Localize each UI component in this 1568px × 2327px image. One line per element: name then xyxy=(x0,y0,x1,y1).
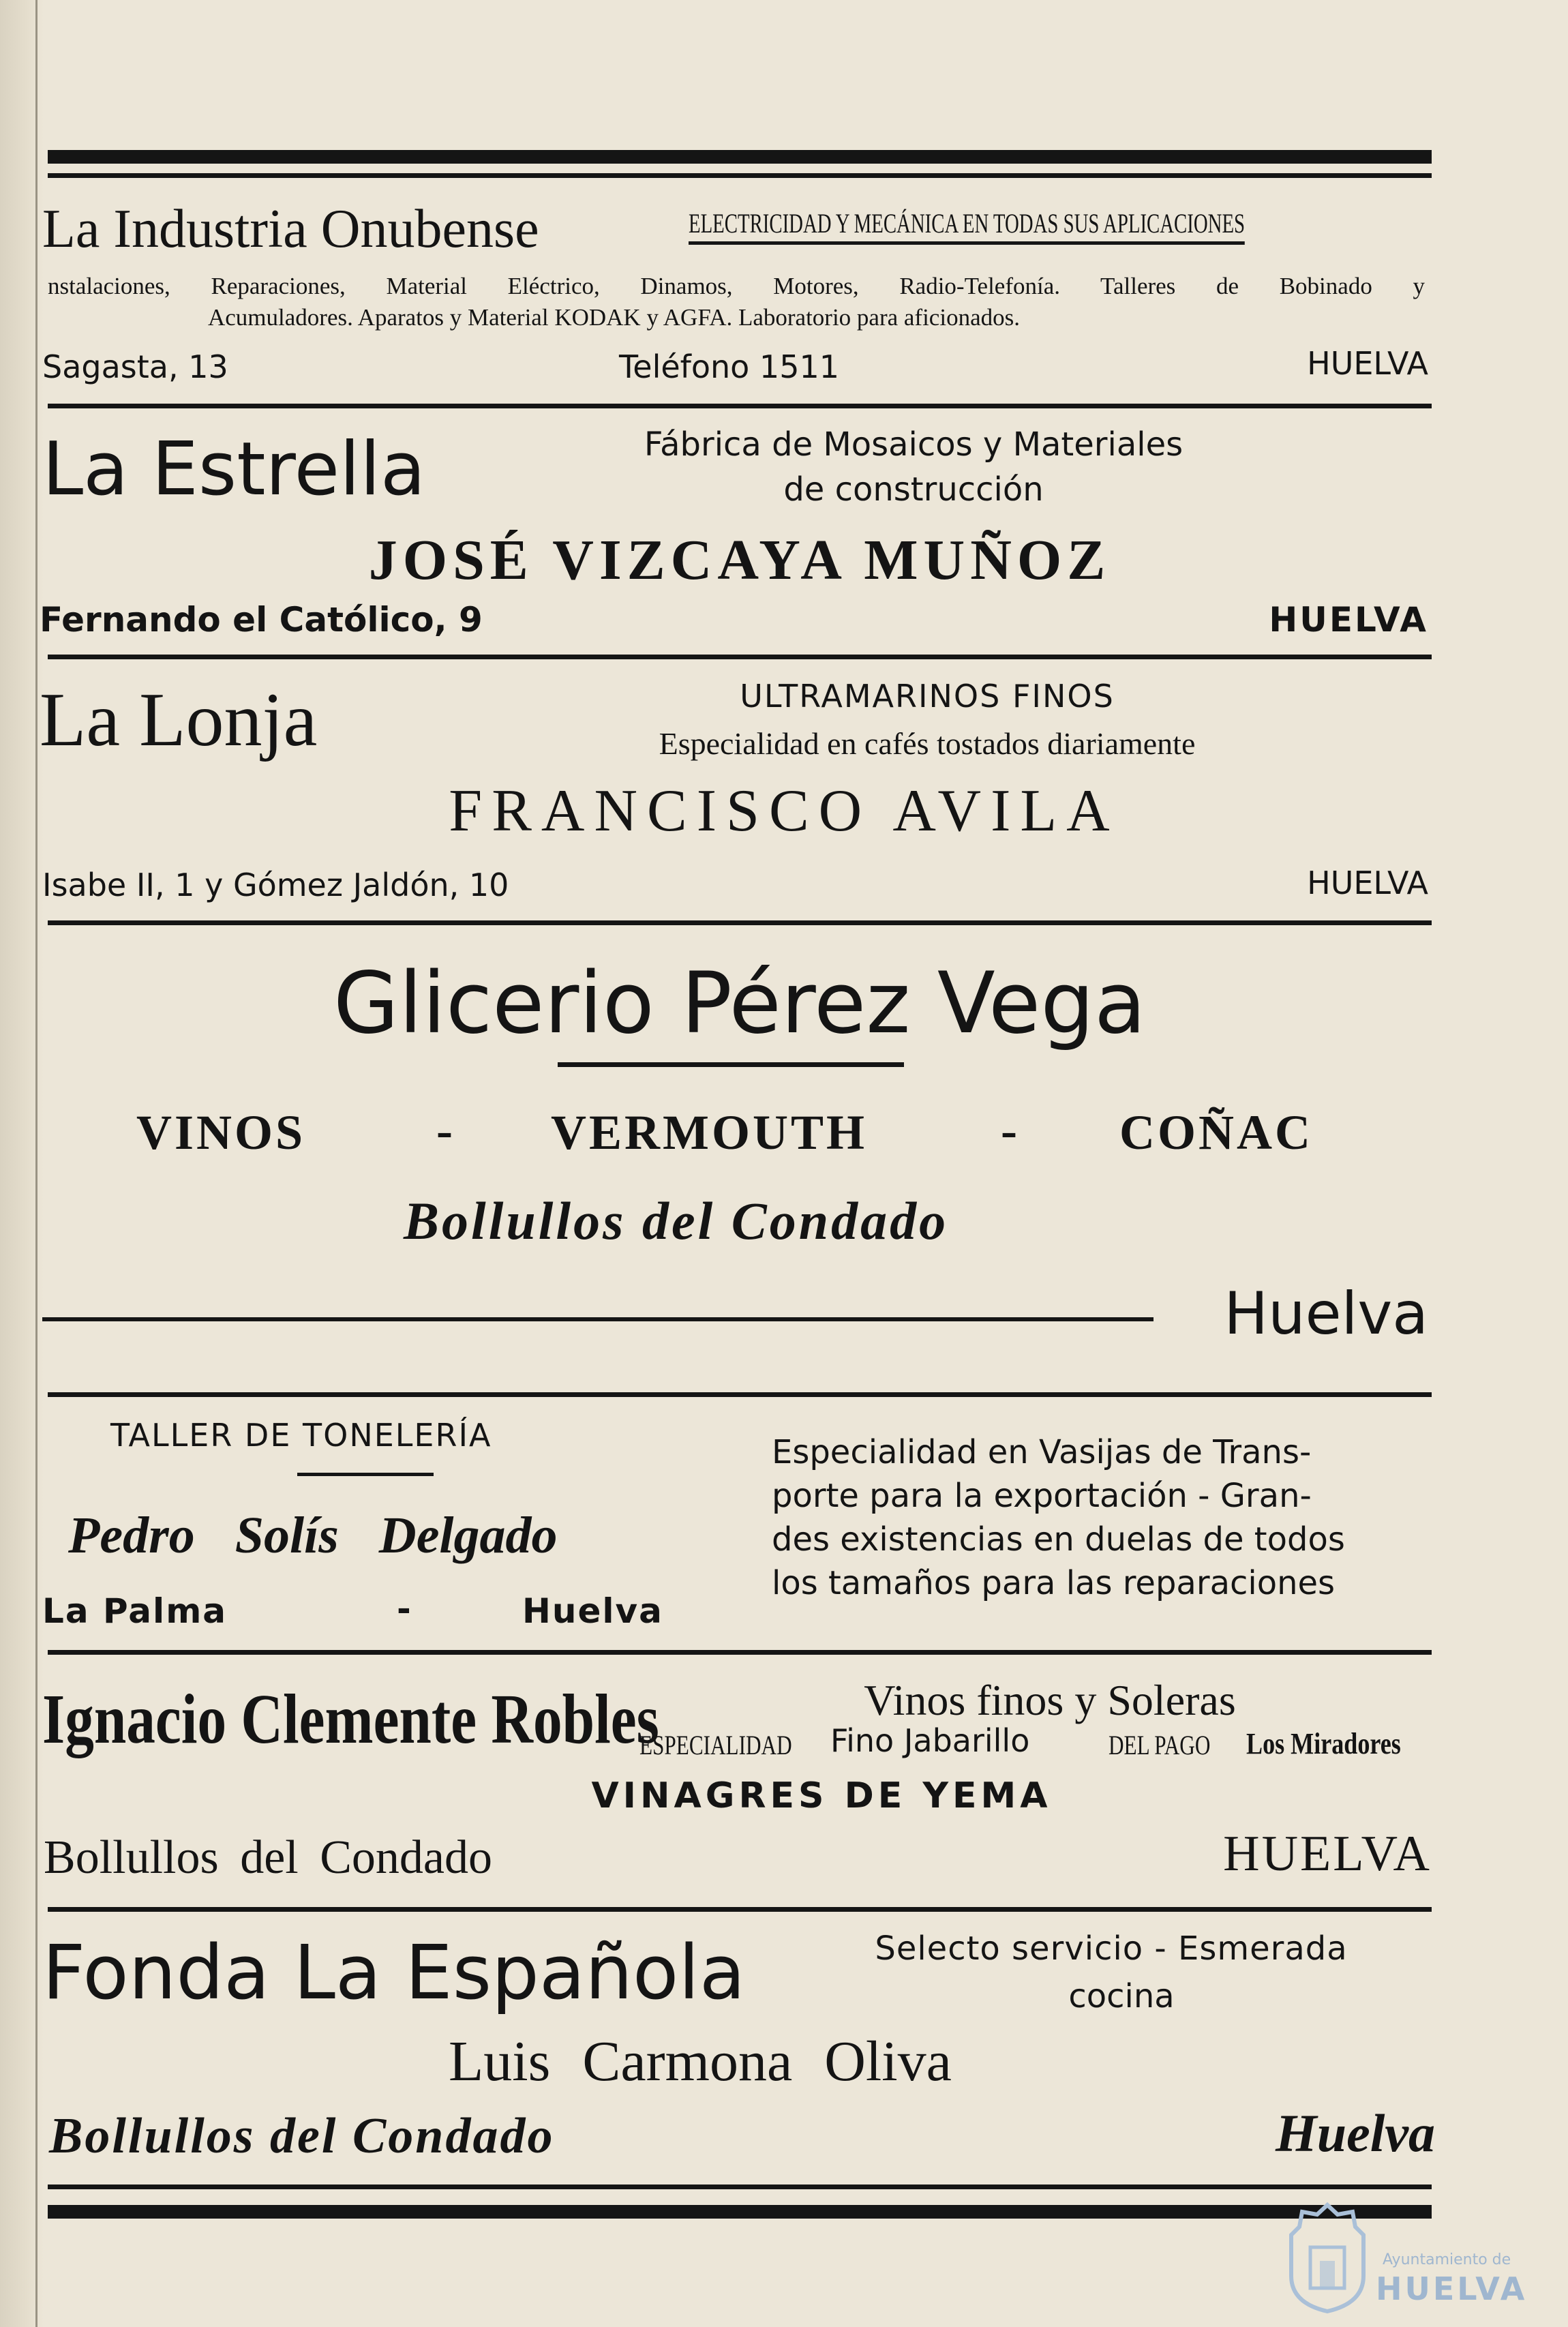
ad-industria-name: La Industria Onubense xyxy=(42,199,539,259)
ad-glicerio-product-2: VERMOUTH xyxy=(551,1105,867,1160)
ad-industria-address: Sagasta, 13 xyxy=(42,348,228,385)
separator-rule-3 xyxy=(48,920,1432,925)
separator-rule-1 xyxy=(48,404,1432,408)
top-thick-rule xyxy=(48,150,1432,164)
ad-glicerio-name: Glicerio Pérez Vega xyxy=(333,955,1147,1053)
ad-toneleria-underline xyxy=(297,1473,434,1476)
ad-glicerio-underline xyxy=(558,1062,904,1067)
ad-ignacio-specialty-mid: DEL PAGO xyxy=(1109,1730,1211,1760)
separator-rule-6 xyxy=(48,1907,1432,1912)
ad-ignacio-town: Bollullos del Condado xyxy=(44,1831,492,1884)
ad-lonja-desc-2: Especialidad en cafés tostados diariamente xyxy=(659,726,1196,761)
ad-industria-desc-1: nstalaciones, Reparaciones, Material Eléctrico, Dinamos, Motores, Radio-Telefonía. Talleres de Bobinado y xyxy=(48,273,1425,299)
ad-industria-tagline: ELECTRICIDAD Y MECÁNICA EN TODAS SUS APLICACIONES xyxy=(689,210,1245,245)
binding-line xyxy=(35,0,37,2327)
separator-rule-2 xyxy=(48,655,1432,659)
ad-estrella-owner: JOSÉ VIZCAYA MUÑOZ xyxy=(368,528,1111,592)
ad-estrella-desc-1: Fábrica de Mosaicos y Materiales xyxy=(644,425,1183,464)
ad-lonja-name: La Lonja xyxy=(40,678,318,762)
ad-glicerio-product-1: VINOS xyxy=(136,1105,306,1160)
ad-estrella-city: HUELVA xyxy=(1269,600,1428,640)
ad-fonda-name: Fonda La Española xyxy=(42,1929,746,2016)
ad-estrella-name: La Estrella xyxy=(42,427,426,512)
ad-fonda-desc-2: cocina xyxy=(1068,1977,1175,2015)
ad-ignacio-specialty-prefix: ESPECIALIDAD xyxy=(639,1730,792,1760)
ad-toneleria-heading: TALLER DE TONELERÍA xyxy=(110,1417,492,1454)
ad-toneleria-desc-1: Especialidad en Vasijas de Trans- xyxy=(772,1433,1312,1471)
ad-fonda-desc-1: Selecto servicio - Esmerada xyxy=(875,1930,1348,1968)
ad-glicerio-long-rule xyxy=(42,1317,1154,1321)
ad-lonja-city: HUELVA xyxy=(1307,865,1428,901)
ad-ignacio-specialty: Fino Jabarillo xyxy=(830,1722,1030,1759)
city-shield-icon xyxy=(1287,2200,1368,2315)
ad-industria-phone: Teléfono 1511 xyxy=(619,348,839,385)
ayuntamiento-watermark xyxy=(1287,2200,1533,2315)
ad-ignacio-vinegar: VINAGRES DE YEMA xyxy=(591,1775,1052,1816)
ad-toneleria-sep: - xyxy=(397,1589,411,1629)
ad-toneleria-desc-2: porte para la exportación - Gran- xyxy=(772,1477,1312,1515)
ad-glicerio-city: Huelva xyxy=(1224,1280,1428,1348)
ad-glicerio-sep-2: - xyxy=(1001,1103,1017,1158)
ad-lonja-owner: FRANCISCO AVILA xyxy=(449,778,1119,844)
ad-toneleria-town: La Palma xyxy=(42,1591,228,1631)
watermark-line-2: HUELVA xyxy=(1376,2270,1528,2307)
ad-toneleria-owner: Pedro Solís Delgado xyxy=(68,1507,558,1564)
ad-lonja-address: Isabe II, 1 y Gómez Jaldón, 10 xyxy=(42,867,509,903)
ad-industria-desc-2: Acumuladores. Aparatos y Material KODAK y AGFA. Laboratorio para aficionados. xyxy=(208,304,1020,331)
ad-ignacio-city: HUELVA xyxy=(1223,1826,1432,1882)
ad-glicerio-product-3: COÑAC xyxy=(1119,1105,1313,1160)
ad-fonda-city: Huelva xyxy=(1276,2103,1435,2163)
bottom-thick-rule xyxy=(48,2205,1432,2219)
ad-lonja-desc-1: ULTRAMARINOS FINOS xyxy=(740,678,1115,715)
top-thin-rule xyxy=(48,173,1432,178)
ad-industria-city: HUELVA xyxy=(1307,345,1428,382)
watermark-line-1: Ayuntamiento de xyxy=(1383,2251,1511,2268)
separator-rule-4 xyxy=(48,1392,1432,1397)
ad-estrella-address: Fernando el Católico, 9 xyxy=(40,600,483,640)
ad-ignacio-name: Ignacio Clemente Robles xyxy=(42,1680,659,1758)
ad-toneleria-desc-3: des existencias en duelas de todos xyxy=(772,1520,1345,1559)
ad-glicerio-town: Bollullos del Condado xyxy=(404,1191,949,1250)
ad-toneleria-city: Huelva xyxy=(522,1591,663,1631)
ad-fonda-town: Bollullos del Condado xyxy=(49,2108,555,2164)
ad-estrella-desc-2: de construcción xyxy=(783,470,1044,509)
separator-rule-5 xyxy=(48,1650,1432,1655)
ad-ignacio-specialty-place: Los Miradores xyxy=(1246,1727,1401,1760)
ad-toneleria-desc-4: los tamaños para las reparaciones xyxy=(772,1564,1336,1602)
ad-glicerio-sep-1: - xyxy=(436,1103,453,1158)
bottom-thin-rule xyxy=(48,2185,1432,2189)
ad-ignacio-desc-1: Vinos finos y Soleras xyxy=(864,1676,1236,1724)
ad-fonda-owner: Luis Carmona Oliva xyxy=(449,2030,952,2093)
